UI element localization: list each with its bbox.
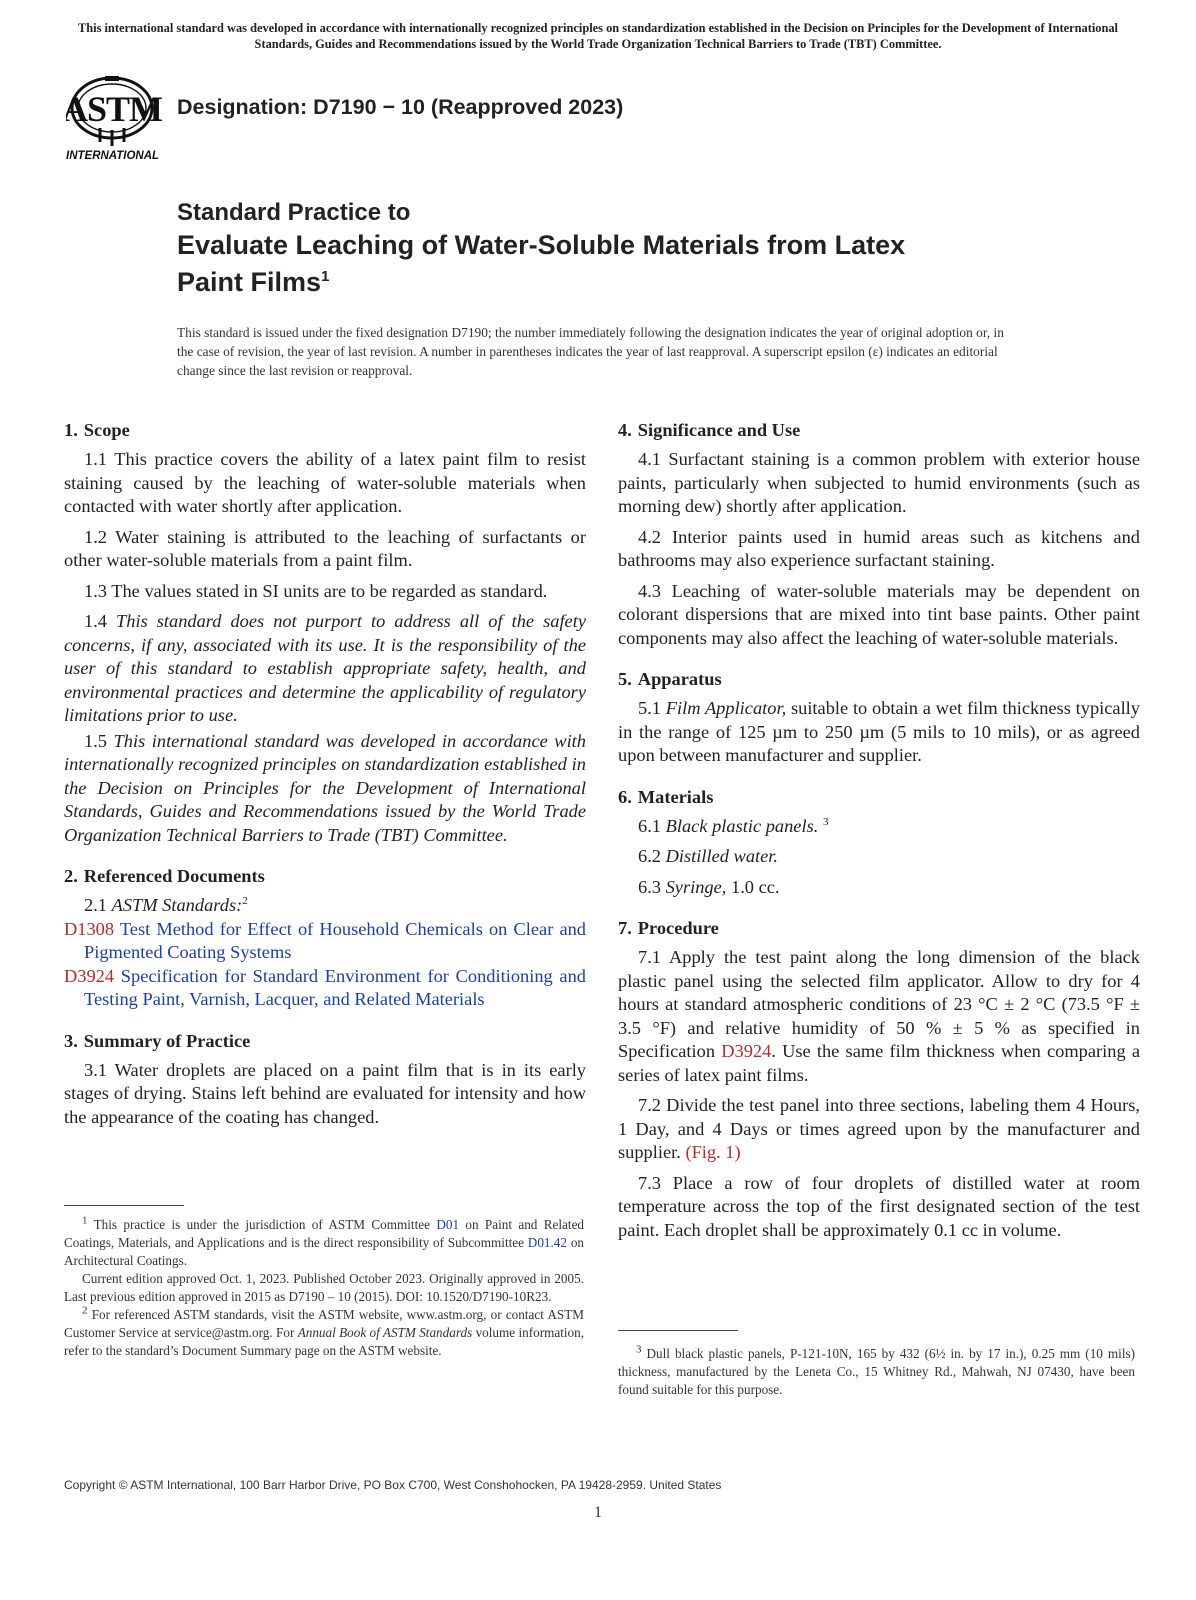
left-column: [64, 418, 586, 1129]
copyright: Copyright © ASTM International, 100 Barr Harbor Drive, PO Box C700, West Conshohocken, PA 19428-2959. United States: [64, 1478, 722, 1492]
astm-logo-icon: [66, 68, 172, 166]
footnote-3: $^3$ Dull black plastic panels, P-121-10N, 165 by 432 (6½ in. by 17 in.), 0.25 mm (10 mils) thickness, manufactured by the Leneta Co., 15 Whitney Rd., Mahwah, NJ 07430, have been found suitable for this purpose.: [618, 1343, 1136, 1397]
svg-text:ASTM: ASTM: [66, 89, 163, 129]
title-footnote-mark: 1: [321, 268, 330, 285]
section-heading-summary: 3. Summary of Practice: [64, 1030, 251, 1051]
material-item-6-3: 6.3 Syringe, 1.0 cc.: [638, 876, 780, 897]
paragraph-1-5: 1.5 This international standard was developed in accordance with internationally recognized principles on standardization established in the Decision on Principles for the Development of International Standards, Guides and Recommendations issued by the World Trade Organization Technical Barriers to Trade (TBT) Committee.: [64, 730, 586, 845]
reference-d3924[interactable]: [64, 965, 586, 1012]
paragraph-7-3: 7.3 Place a row of four droplets of distilled water at room temperature across the top of the first designated section of the test paint. Each droplet shall be approximately 0.1 cc in volume.: [618, 1172, 1140, 1240]
title-line-1: Standard Practice to: [177, 199, 411, 226]
section-heading-apparatus: 5. Apparatus: [618, 669, 722, 689]
reference-title-d1308[interactable]: Test Method for Effect of Household Chemicals on Clear and Pigmented Coating Systems: [84, 918, 586, 962]
astm-logo: [66, 68, 172, 166]
reference-code-d3924[interactable]: D3924: [64, 965, 115, 986]
footnote-1: $^1$ This practice is under the jurisdiction of ASTM Committee D01 on Paint and Related Coatings, Materials, and Applications and is the direct responsibility of Subcommittee D01.42 on Architectural Coatings.: [64, 1214, 585, 1268]
footnotes-left: [64, 1205, 584, 1360]
section-heading-procedure: 7. Procedure: [618, 918, 719, 938]
issuance-note: This standard is issued under the fixed designation D7190; the number immediately following the designation indicates the year of original adoption or, in the case of revision, the year of last revision. A number in parentheses indicates the year of last reapproval. A superscript epsilon (ε) indicates an editorial change since the last revision or reapproval.: [177, 325, 1004, 378]
page-number: 1: [594, 1504, 602, 1521]
paragraph-4-3: 4.3 Leaching of water-soluble materials may be dependent on colorant dispersions that are mixed into tint base paints. Other paint components may also affect the leaching of water-soluble materials.: [618, 580, 1140, 648]
paragraph-4-2: 4.2 Interior paints used in humid areas such as kitchens and bathrooms may also experience surfactant staining.: [618, 526, 1140, 570]
section-heading-referenced-documents: 2. Referenced Documents: [64, 866, 265, 886]
paragraph-5-1: 5.1 Film Applicator, suitable to obtain a wet film thickness typically in the range of 125 µm to 250 µm (5 mils to 10 mils), or as agreed upon between manufacturer and supplier.: [618, 698, 1140, 765]
paragraph-7-2: 7.2 Divide the test panel into three sections, labeling them 4 Hours, 1 Day, and 4 Days or times agreed upon by the manufacturer and supplier. (Fig. 1): [618, 1095, 1140, 1162]
paragraph-1-1: 1.1 This practice covers the ability of a latex paint film to resist staining caused by the leaching of water-soluble materials when contacted with water shortly after application.: [64, 449, 586, 516]
paragraph-2-1: 2.1 ASTM Standards:$^2$: [84, 894, 248, 915]
svg-text:INTERNATIONAL: INTERNATIONAL: [66, 150, 160, 162]
paragraph-1-3: 1.3 The values stated in SI units are to be regarded as standard.: [84, 580, 548, 601]
material-item-6-2: 6.2 Distilled water.: [638, 846, 778, 866]
reference-code-d1308[interactable]: D1308: [64, 918, 115, 939]
link-figure-1[interactable]: (Fig. 1): [685, 1142, 741, 1162]
material-item-6-1: 6.1 Black plastic panels. $^3$: [638, 815, 829, 836]
link-d3924[interactable]: D3924: [721, 1041, 772, 1061]
reference-d1308[interactable]: [64, 918, 586, 965]
section-heading-significance: 4. Significance and Use: [618, 420, 801, 440]
paragraph-4-1: 4.1 Surfactant staining is a common problem with exterior house paints, particularly when subjected to humid environments (such as morning dew) shortly after application.: [618, 449, 1140, 516]
paragraph-3-1: 3.1 Water droplets are placed on a paint film that is in its early stages of drying. Stains left behind are evaluated for intensity and how the appearance of the coating has changed.: [64, 1059, 586, 1127]
title-line-2: Evaluate Leaching of Water-Soluble Materials from Latex: [177, 230, 906, 260]
section-heading-scope: 1. Scope: [64, 420, 130, 440]
footnote-2: $^2$ For referenced ASTM standards, visit the ASTM website, www.astm.org, or contact ASTM Customer Service at service@astm.org. For Annual Book of ASTM Standards volume information, refer to the standard’s Document Summary page on the ASTM website.: [64, 1304, 585, 1358]
paragraph-1-2: 1.2 Water staining is attributed to the leaching of surfactants or other water-soluble materials from a paint film.: [64, 526, 586, 570]
footnote-divider: [64, 1205, 184, 1206]
designation: Designation: D7190 − 10 (Reapproved 2023): [177, 95, 624, 119]
footnotes-right: [618, 1330, 1135, 1399]
footnote-divider: [618, 1330, 738, 1331]
reference-title-d3924[interactable]: Specification for Standard Environment for Conditioning and Testing Paint, Varnish, Lacquer, and Related Materials: [84, 965, 586, 1009]
link-committee-d01[interactable]: D01: [436, 1217, 460, 1232]
standard-notice: This international standard was developed in accordance with internationally recognized principles on standardization established in the Decision on Principles for the Development of International Standards, Guides and Recommendations issued by the World Trade Organization Technical Barriers to Trade (TBT) Committee.: [77, 21, 1119, 51]
document-title: [177, 196, 1077, 298]
paragraph-1-4: 1.4 This standard does not purport to address all of the safety concerns, if any, associated with its use. It is the responsibility of the user of this standard to establish appropriate safety, health, and environmental practices and determine the applicability of regulatory limitations prior to use.: [64, 611, 586, 725]
section-heading-materials: 6. Materials: [618, 786, 714, 807]
title-line-3: Paint Films$^1$: [177, 267, 330, 297]
right-column: [618, 418, 1140, 1242]
footnote-1-edition: Current edition approved Oct. 1, 2023. Published October 2023. Originally approved in 2005. Last previous edition approved in 2015 as D7190 – 10 (2015). DOI: 10.1520/D7190-10R23.: [64, 1271, 584, 1304]
link-subcommittee-d01-42[interactable]: D01.42: [527, 1235, 567, 1250]
paragraph-7-1: 7.1 Apply the test paint along the long dimension of the black plastic panel using the selected film applicator. Allow to dry for 4 hours at standard atmospheric conditions of 23 °C ± 2 °C (73.5 °F ± 3.5 °F) and relative humidity of 50 % ± 5 % as specified in Specification D3924. Use the same film thickness when comparing a series of latex paint films.: [618, 947, 1141, 1085]
